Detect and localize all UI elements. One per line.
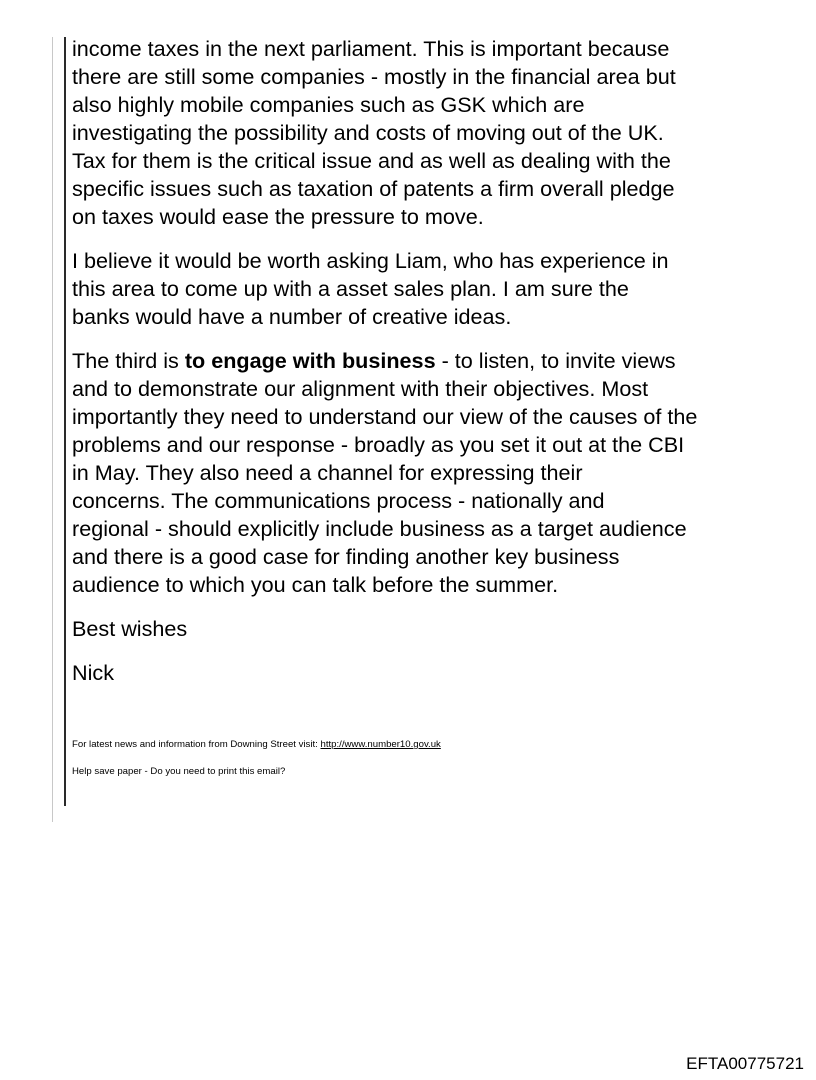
text-line: on taxes would ease the pressure to move. xyxy=(72,204,484,229)
text-line: problems and our response - broadly as you set it out at the CBI xyxy=(72,432,685,457)
text-line: also highly mobile companies such as GSK which are xyxy=(72,92,585,117)
email-body xyxy=(72,35,812,703)
email-footer xyxy=(72,738,441,792)
text-line: specific issues such as taxation of patents a firm overall pledge xyxy=(72,176,675,201)
text-line xyxy=(72,347,812,375)
text-prefix: The third is xyxy=(72,348,185,373)
quote-border-outer xyxy=(52,37,53,822)
quote-border-inner xyxy=(64,37,66,806)
text-line: and to demonstrate our alignment with their objectives. Most xyxy=(72,376,649,401)
print-notice: Help save paper - Do you need to print this email? xyxy=(72,766,286,777)
paragraph-engage-business xyxy=(72,347,812,599)
text-line: this area to come up with a asset sales plan. I am sure the xyxy=(72,276,629,301)
bates-number: EFTA00775721 xyxy=(686,1054,804,1073)
emphasis-text: to engage with business xyxy=(184,348,436,373)
text-suffix: - to listen, to invite views xyxy=(435,348,676,373)
text-line: Tax for them is the critical issue and as well as dealing with the xyxy=(72,148,671,173)
signature: Nick xyxy=(72,660,114,685)
text-line: regional - should explicitly include business as a target audience xyxy=(72,516,687,541)
text-line: in May. They also need a channel for expressing their xyxy=(72,460,583,485)
text-line: investigating the possibility and costs of moving out of the UK. xyxy=(72,120,664,145)
paragraph-taxes xyxy=(72,35,812,231)
paragraph-asset-sales xyxy=(72,247,812,331)
closing: Best wishes xyxy=(72,616,188,641)
text-line: and there is a good case for finding another key business xyxy=(72,544,620,569)
text-line: banks would have a number of creative ideas. xyxy=(72,304,512,329)
news-notice xyxy=(72,738,441,752)
number10-link[interactable]: http://www.number10.gov.uk xyxy=(320,739,441,750)
text-line: audience to which you can talk before the summer. xyxy=(72,572,559,597)
text-line: income taxes in the next parliament. This is important because xyxy=(72,36,670,61)
text-line: concerns. The communications process - nationally and xyxy=(72,488,605,513)
text-line: I believe it would be worth asking Liam, who has experience in xyxy=(72,248,669,273)
text-line: importantly they need to understand our view of the causes of the xyxy=(72,404,698,429)
news-notice-text: For latest news and information from Downing Street visit: xyxy=(72,739,321,750)
text-line: there are still some companies - mostly in the financial area but xyxy=(72,64,676,89)
